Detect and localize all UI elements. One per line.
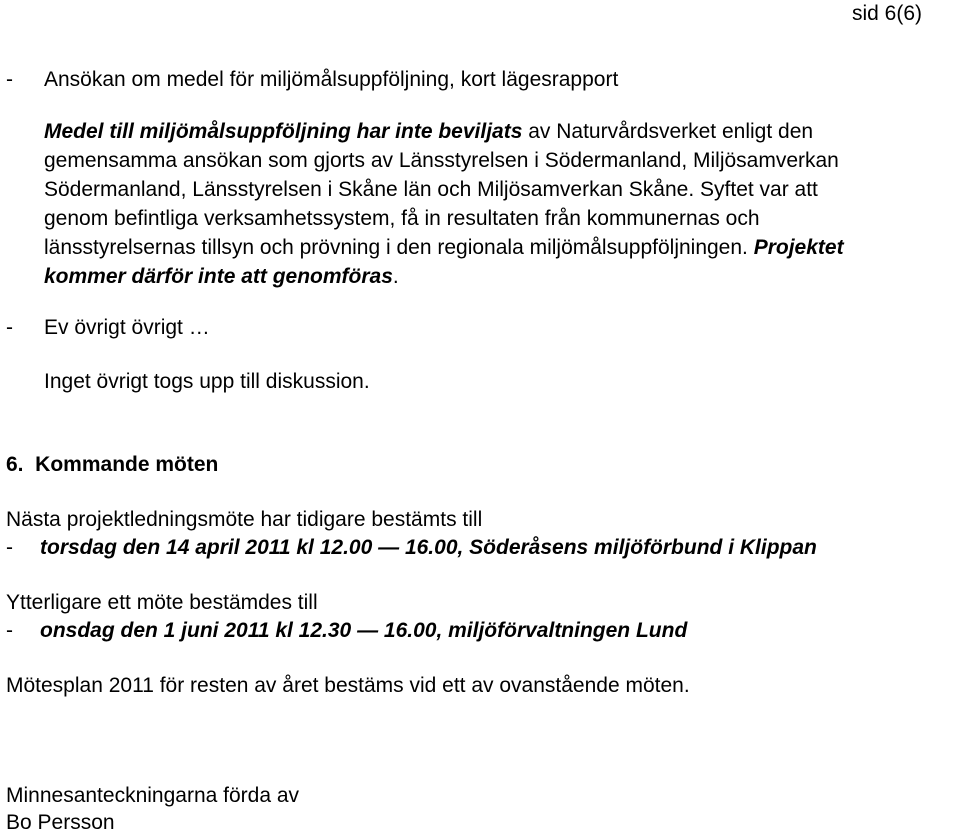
meeting-2-details: onsdag den 1 juni 2011 kl 12.30 — 16.00, miljöförvaltningen Lund — [40, 619, 688, 642]
item-1-paragraph — [44, 117, 844, 291]
para-line-text: genom befintliga verksamhetssystem, få in resultaten från kommunernas och — [44, 207, 760, 230]
not-granted-emphasis: Medel till miljömålsuppföljning har inte beviljats — [44, 120, 523, 143]
page-number: sid 6(6) — [851, 2, 922, 25]
section-6-heading: 6. Kommande möten — [6, 453, 219, 476]
para-line-text: länsstyrelsernas tillsyn och prövning i den regionala miljömålsuppföljningen. — [44, 236, 754, 259]
item-2-heading: Ev övrigt övrigt … — [44, 316, 210, 339]
author-name: Bo Persson — [6, 811, 115, 834]
further-meeting-intro: Ytterligare ett möte bestämdes till — [6, 591, 318, 614]
item-2-bullet: - — [6, 316, 13, 339]
meeting-1-bullet: - — [6, 536, 13, 559]
para-line-text: Södermanland, Länsstyrelsen i Skåne län och Miljösamverkan Skåne. Syftet var att — [44, 178, 818, 201]
para-line-5 — [44, 233, 844, 262]
para-line-text: . — [392, 265, 399, 288]
item-1-heading: Ansökan om medel för miljömålsuppföljning, kort lägesrapport — [44, 68, 619, 91]
para-line-3 — [44, 175, 844, 204]
para-line-6 — [44, 262, 844, 291]
para-line-1 — [44, 117, 844, 146]
next-meeting-intro: Nästa projektledningsmöte har tidigare bestämts till — [6, 508, 483, 531]
para-line-4 — [44, 204, 844, 233]
schedule-note: Mötesplan 2011 för resten av året bestäms vid ett av ovanstående möten. — [6, 674, 690, 697]
para-line-text: gemensamma ansökan som gjorts av Länsstyrelsen i Södermanland, Miljösamverkan — [44, 149, 839, 172]
minutes-taken-by: Minnesanteckningarna förda av — [6, 784, 300, 807]
meeting-2-bullet: - — [6, 619, 13, 642]
para-line-2 — [44, 146, 844, 175]
meeting-1-details: torsdag den 14 april 2011 kl 12.00 — 16.00, Söderåsens miljöförbund i Klippan — [40, 536, 817, 559]
item-1-bullet: - — [6, 68, 13, 91]
para-line-text: av Naturvårdsverket enligt den — [522, 120, 814, 143]
project-emphasis: Projektet — [753, 236, 844, 259]
item-2-body: Inget övrigt togs upp till diskussion. — [44, 370, 370, 393]
not-executed-emphasis: kommer därför inte att genomföras — [44, 265, 393, 288]
